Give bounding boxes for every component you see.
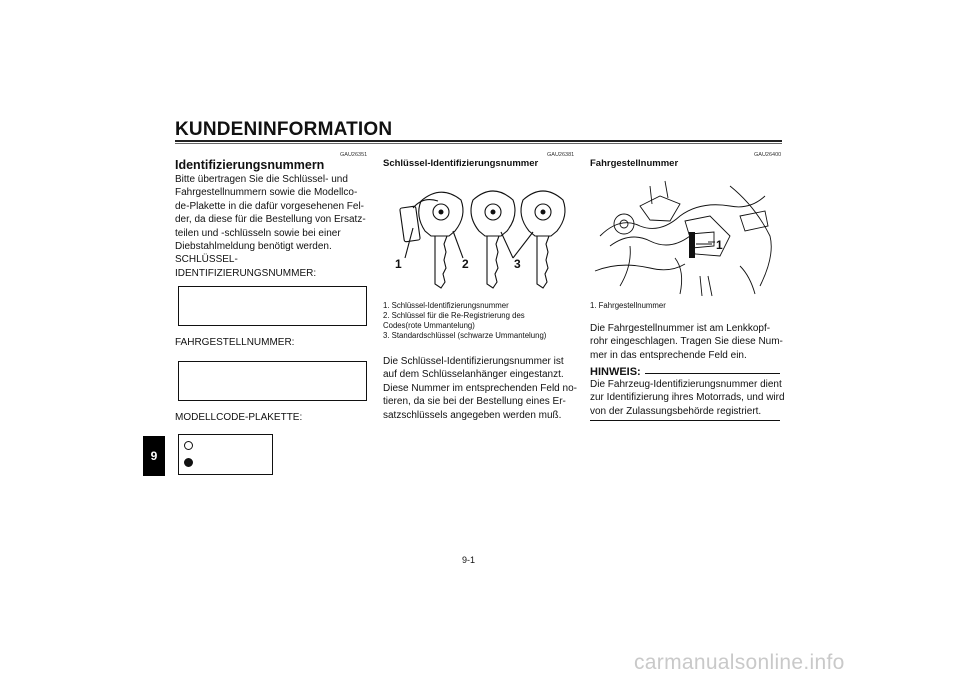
filled-circle-icon [184,458,193,467]
callout-2: 2 [462,257,469,271]
section-code: GAU26381 [547,152,575,158]
page-title: KUNDENINFORMATION [175,119,393,140]
text-line: de-Plakette in die dafür vorgesehenen Fel- [175,200,365,212]
frame-number-label: FAHRGESTELLNUMMER: [175,337,295,348]
page-number: 9-1 [462,555,476,565]
key-number-field[interactable] [178,286,367,326]
section-code: GAU26400 [754,152,782,158]
key-captions [383,301,583,341]
note-rule-top [645,373,780,374]
text-line: satzschlüssels angegeben werden muß. [383,409,562,421]
text-line: Bitte übertragen Sie die Schlüssel- und [175,174,348,185]
section-code: GAU26351 [340,152,368,158]
keys-illustration [383,176,583,298]
note-text [590,378,790,418]
text-line: IDENTIFIZIERUNGSNUMMER: [175,267,317,279]
header-rule-thin [175,143,782,144]
text-line: Die Fahrgestellnummer ist am Lenkkopf- [590,323,771,334]
model-label-label: MODELLCODE-PLAKETTE: [175,412,303,423]
text-line: zur Identifizierung ihres Motorrads, und wird [590,392,785,404]
text-line: SCHLÜSSEL- [175,254,238,266]
frame-number-field[interactable] [178,361,367,401]
text-line: Die Schlüssel-Identifizierungsnummer ist [383,356,564,367]
note-rule-bottom [590,420,780,421]
text-line: tieren, da sie bei der Bestellung eines Er- [383,396,566,408]
text-line: der, da diese für die Bestellung von Ersatz- [175,214,366,226]
chapter-tab: 9 [143,436,165,476]
text-line: mer in das entsprechende Feld ein. [590,349,747,361]
frame-description [590,322,790,362]
frame-number-illustration [590,176,780,298]
callout-1: 1 [395,257,402,271]
key-description [383,355,583,422]
caption-line: 3. Standardschlüssel (schwarze Ummantelung) [383,331,547,340]
callout-1: 1 [716,238,723,252]
text-line: teilen und -schlüsseln sowie bei einer [175,227,341,239]
text-line: auf dem Schlüsselanhänger eingestanzt. [383,369,564,381]
caption-line: 1. Schlüssel-Identifizierungsnummer [383,301,509,310]
model-label-field[interactable] [178,434,273,475]
frame-caption: 1. Fahrgestellnummer [590,301,666,310]
section-heading-identification: Identifizierungsnummern [175,158,325,172]
text-line: Diese Nummer im entsprechenden Feld no- [383,382,577,394]
caption-line: 2. Schlüssel für die Re-Registrierung des [383,311,525,320]
text-line: Diebstahlmeldung benötigt werden. [175,241,332,253]
text-line: von der Zulassungsbehörde registriert. [590,405,762,417]
callout-3: 3 [514,257,521,271]
empty-circle-icon [184,441,193,450]
section-heading-frame: Fahrgestellnummer [590,158,679,169]
intro-text [175,173,375,280]
text-line: Fahrgestellnummern sowie die Modellco- [175,187,358,199]
text-line: Die Fahrzeug-Identifizierungsnummer dient [590,379,782,390]
section-heading-key: Schlüssel-Identifizierungsnummer [383,158,539,169]
caption-line: Codes(rote Ummantelung) [383,321,475,330]
text-line: rohr eingeschlagen. Tragen Sie diese Num- [590,336,783,348]
note-title: HINWEIS: [590,366,641,378]
header-rule [175,140,782,142]
watermark-text: carmanualsonline.info [634,651,845,674]
